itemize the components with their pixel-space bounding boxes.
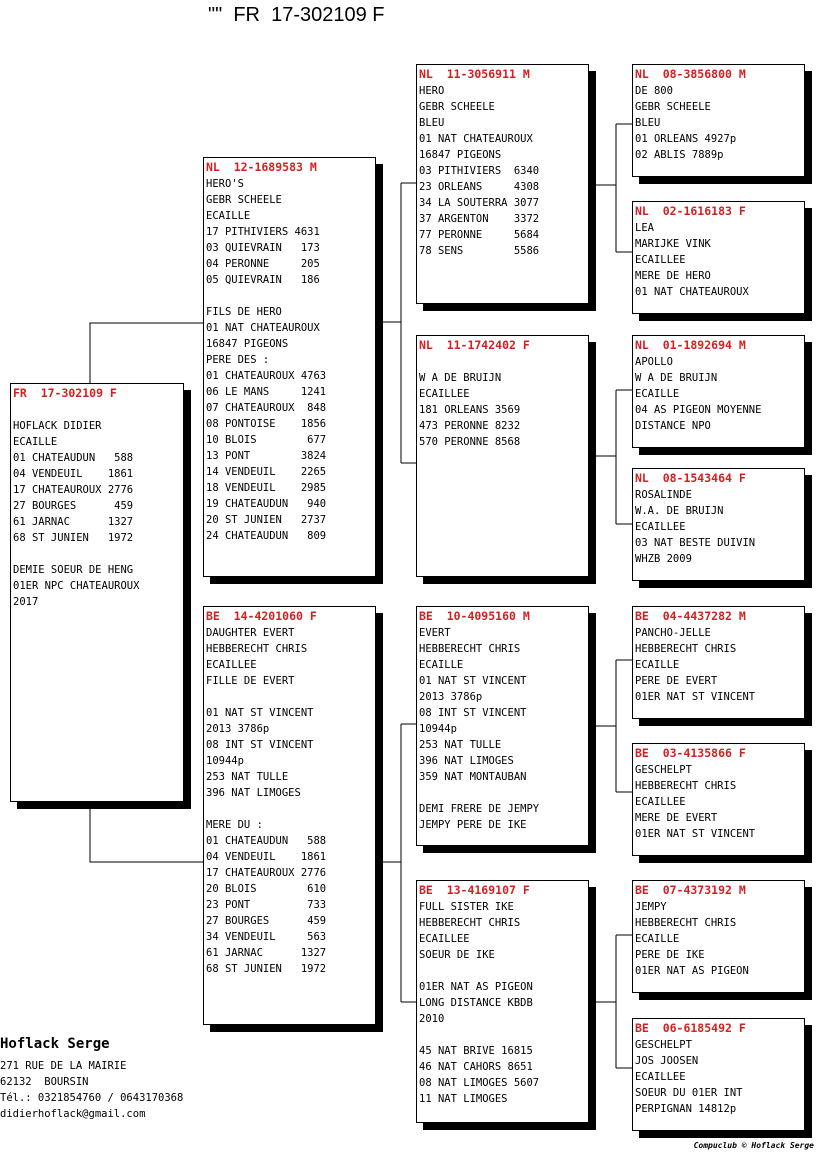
pedigree-line: 18 VENDEUIL 2985 bbox=[206, 482, 327, 494]
pedigree-lines bbox=[419, 354, 586, 450]
pedigree-line: ECAILLEE bbox=[635, 796, 686, 808]
pedigree-line: 08 NAT LIMOGES 5607 bbox=[419, 1077, 540, 1089]
pedigree-line: ECAILLEE bbox=[635, 254, 686, 266]
ring-number: NL 01-1892694 M bbox=[635, 338, 746, 352]
connector-subject-sire bbox=[90, 323, 203, 383]
pedigree-line: DISTANCE NPO bbox=[635, 420, 711, 432]
pedigree-line: HEBBERECHT CHRIS bbox=[635, 917, 737, 929]
pedigree-line: GEBR SCHEELE bbox=[635, 101, 711, 113]
pedigree-line: 11 NAT LIMOGES bbox=[419, 1093, 508, 1105]
pedigree-line: 2010 bbox=[419, 1013, 445, 1025]
pedigree-line: PERE DE EVERT bbox=[635, 675, 718, 687]
owner-phone: Tél.: 0321854760 / 0643170368 bbox=[0, 1092, 184, 1104]
great-grandparent-card bbox=[632, 743, 805, 856]
sire-dam-card bbox=[416, 335, 589, 577]
pedigree-line: PERE DES : bbox=[206, 354, 270, 366]
pedigree-line: 359 NAT MONTAUBAN bbox=[419, 771, 527, 783]
great-grandparent-card bbox=[632, 201, 805, 314]
sire-sire-card bbox=[416, 64, 589, 304]
pedigree-line: MERE DU : bbox=[206, 819, 263, 831]
great-grandparent-card bbox=[632, 1018, 805, 1131]
pedigree-line: HOFLACK DIDIER bbox=[13, 420, 102, 432]
pedigree-line: FULL SISTER IKE bbox=[419, 901, 514, 913]
pedigree-line: 68 ST JUNIEN 1972 bbox=[13, 532, 134, 544]
pedigree-lines bbox=[635, 762, 802, 842]
pedigree-line: ECAILLE bbox=[206, 210, 251, 222]
ring-number: BE 14-4201060 F bbox=[206, 609, 317, 623]
pedigree-line bbox=[206, 801, 373, 817]
pedigree-line: 01ER NAT AS PIGEON bbox=[635, 965, 749, 977]
footer-credit: Compuclub © Hoflack Serge bbox=[693, 1141, 814, 1150]
pedigree-line: 01ER NPC CHATEAUROUX bbox=[13, 580, 140, 592]
pedigree-line: 07 CHATEAUROUX 848 bbox=[206, 402, 327, 414]
pedigree-line: W.A. DE BRUIJN bbox=[635, 505, 724, 517]
pedigree-line: DEMIE SOEUR DE HENG bbox=[13, 564, 134, 576]
pedigree-line: 46 NAT CAHORS 8651 bbox=[419, 1061, 533, 1073]
pedigree-line: 01 CHATEAUROUX 4763 bbox=[206, 370, 327, 382]
pedigree-line: 45 NAT BRIVE 16815 bbox=[419, 1045, 533, 1057]
pedigree-line: ECAILLEE bbox=[635, 521, 686, 533]
pedigree-line: 19 CHATEAUDUN 940 bbox=[206, 498, 327, 510]
pedigree-line: MERE DE EVERT bbox=[635, 812, 718, 824]
owner-email[interactable]: didierhoflack@gmail.com bbox=[0, 1108, 146, 1120]
pedigree-line: 01 NAT CHATEAUROUX bbox=[419, 133, 533, 145]
pedigree-line: 34 LA SOUTERRA 3077 bbox=[419, 197, 540, 209]
ring-number: NL 08-1543464 F bbox=[635, 471, 746, 485]
great-grandparent-card bbox=[632, 606, 805, 719]
pedigree-lines bbox=[635, 83, 802, 163]
pedigree-line: 78 SENS 5586 bbox=[419, 245, 540, 257]
dam-card bbox=[203, 606, 376, 1025]
pedigree-line: 24 CHATEAUDUN 809 bbox=[206, 530, 327, 542]
great-grandparent-card bbox=[632, 880, 805, 993]
pedigree-line: 03 PITHIVIERS 6340 bbox=[419, 165, 540, 177]
owner-block bbox=[0, 1036, 183, 1122]
pedigree-line: ECAILLE bbox=[13, 436, 58, 448]
pedigree-line: MARIJKE VINK bbox=[635, 238, 711, 250]
ring-number: NL 02-1616183 F bbox=[635, 204, 746, 218]
pedigree-line: 253 NAT TULLE bbox=[206, 771, 289, 783]
pedigree-line bbox=[419, 785, 586, 801]
pedigree-line: 01 NAT CHATEAUROUX bbox=[635, 286, 749, 298]
pedigree-line: HEBBERECHT CHRIS bbox=[635, 643, 737, 655]
owner-address: 271 RUE DE LA MAIRIE bbox=[0, 1060, 127, 1072]
pedigree-line: HEBBERECHT CHRIS bbox=[419, 643, 521, 655]
pedigree-lines bbox=[419, 899, 586, 1107]
pedigree-line: 01 NAT CHATEAUROUX bbox=[206, 322, 320, 334]
pedigree-line: DEMI FRERE DE JEMPY bbox=[419, 803, 540, 815]
pedigree-line: 17 PITHIVIERS 4631 bbox=[206, 226, 320, 238]
pedigree-line: APOLLO bbox=[635, 356, 673, 368]
ring-number: BE 13-4169107 F bbox=[419, 883, 530, 897]
ring-number: BE 10-4095160 M bbox=[419, 609, 530, 623]
pedigree-line: 01 CHATEAUDUN 588 bbox=[13, 452, 134, 464]
pedigree-line: 01 NAT ST VINCENT bbox=[206, 707, 314, 719]
pedigree-lines bbox=[13, 402, 181, 610]
pedigree-line: 01 ORLEANS 4927p bbox=[635, 133, 737, 145]
pedigree-line: 34 VENDEUIL 563 bbox=[206, 931, 327, 943]
pedigree-line: HEBBERECHT CHRIS bbox=[635, 780, 737, 792]
ring-number: NL 11-1742402 F bbox=[419, 338, 530, 352]
pedigree-line: 02 ABLIS 7889p bbox=[635, 149, 724, 161]
pedigree-line: BLEU bbox=[635, 117, 661, 129]
pedigree-lines bbox=[419, 83, 586, 259]
pedigree-line: 04 VENDEUIL 1861 bbox=[13, 468, 134, 480]
pedigree-line: 77 PERONNE 5684 bbox=[419, 229, 540, 241]
ring-number: BE 06-6185492 F bbox=[635, 1021, 746, 1035]
pedigree-line: ECAILLEE bbox=[419, 388, 470, 400]
pedigree-line: 03 QUIEVRAIN 173 bbox=[206, 242, 320, 254]
ring-number: BE 07-4373192 M bbox=[635, 883, 746, 897]
pedigree-line: 10 BLOIS 677 bbox=[206, 434, 327, 446]
pedigree-line: 16847 PIGEONS bbox=[419, 149, 502, 161]
pedigree-line: HERO bbox=[419, 85, 445, 97]
pedigree-line: HERO'S bbox=[206, 178, 244, 190]
pedigree-line: 570 PERONNE 8568 bbox=[419, 436, 521, 448]
pedigree-line bbox=[206, 689, 373, 705]
great-grandparent-card bbox=[632, 335, 805, 448]
pedigree-line: 2013 3786p bbox=[419, 691, 483, 703]
pedigree-line: 14 VENDEUIL 2265 bbox=[206, 466, 327, 478]
pedigree-line: BLEU bbox=[419, 117, 445, 129]
pedigree-line: DE 800 bbox=[635, 85, 673, 97]
pedigree-line: GEBR SCHEELE bbox=[206, 194, 282, 206]
pedigree-lines bbox=[635, 1037, 802, 1117]
pedigree-line: 08 INT ST VINCENT bbox=[419, 707, 527, 719]
pedigree-line: ECAILLEE bbox=[206, 659, 257, 671]
pedigree-line: PANCHO-JELLE bbox=[635, 627, 711, 639]
pedigree-line bbox=[419, 1027, 586, 1043]
pedigree-line: ECAILLEE bbox=[635, 1071, 686, 1083]
pedigree-line: 2017 bbox=[13, 596, 39, 608]
pedigree-line: 396 NAT LIMOGES bbox=[206, 787, 301, 799]
pedigree-line: GESCHELPT bbox=[635, 1039, 692, 1051]
great-grandparent-card bbox=[632, 468, 805, 581]
pedigree-line: ROSALINDE bbox=[635, 489, 692, 501]
pedigree-line: HEBBERECHT CHRIS bbox=[206, 643, 308, 655]
pedigree-line: SOEUR DE IKE bbox=[419, 949, 495, 961]
pedigree-line: LONG DISTANCE KBDB bbox=[419, 997, 533, 1009]
pedigree-line: 61 JARNAC 1327 bbox=[206, 947, 327, 959]
pedigree-line: 10944p bbox=[206, 755, 244, 767]
ring-number: BE 03-4135866 F bbox=[635, 746, 746, 760]
pedigree-line: MERE DE HERO bbox=[635, 270, 711, 282]
pedigree-line: 04 PERONNE 205 bbox=[206, 258, 320, 270]
pedigree-line: JOS JOOSEN bbox=[635, 1055, 699, 1067]
pedigree-line: DAUGHTER EVERT bbox=[206, 627, 295, 639]
pedigree-line: 01ER NAT ST VINCENT bbox=[635, 691, 756, 703]
pedigree-line: 473 PERONNE 8232 bbox=[419, 420, 521, 432]
pedigree-line: LEA bbox=[635, 222, 654, 234]
ring-number: NL 12-1689583 M bbox=[206, 160, 317, 174]
pedigree-line: ECAILLE bbox=[635, 388, 680, 400]
pedigree-line: 06 LE MANS 1241 bbox=[206, 386, 327, 398]
pedigree-lines bbox=[635, 220, 802, 300]
pedigree-lines bbox=[635, 899, 802, 979]
pedigree-line: 396 NAT LIMOGES bbox=[419, 755, 514, 767]
dam-sire-card bbox=[416, 606, 589, 846]
pedigree-title: "" FR 17-302109 F bbox=[208, 4, 385, 26]
pedigree-line: 68 ST JUNIEN 1972 bbox=[206, 963, 327, 975]
pedigree-line: FILS DE HERO bbox=[206, 306, 282, 318]
pedigree-line: 17 CHATEAUROUX 2776 bbox=[206, 867, 327, 879]
pedigree-line: W A DE BRUIJN bbox=[419, 372, 502, 384]
ring-number: NL 11-3056911 M bbox=[419, 67, 530, 81]
ring-number: BE 04-4437282 M bbox=[635, 609, 746, 623]
pedigree-line bbox=[13, 402, 181, 418]
ring-number: NL 08-3856800 M bbox=[635, 67, 746, 81]
pedigree-line: 27 BOURGES 459 bbox=[13, 500, 134, 512]
pedigree-line: GEBR SCHEELE bbox=[419, 101, 495, 113]
pedigree-line: 04 AS PIGEON MOYENNE bbox=[635, 404, 762, 416]
great-grandparent-card bbox=[632, 64, 805, 177]
pedigree-line: 20 BLOIS 610 bbox=[206, 883, 327, 895]
pedigree-line: ECAILLE bbox=[635, 659, 680, 671]
pedigree-lines bbox=[635, 625, 802, 705]
pedigree-line: GESCHELPT bbox=[635, 764, 692, 776]
pedigree-line: 61 JARNAC 1327 bbox=[13, 516, 134, 528]
pedigree-line: HEBBERECHT CHRIS bbox=[419, 917, 521, 929]
pedigree-lines bbox=[206, 625, 373, 977]
pedigree-lines bbox=[635, 487, 802, 567]
sire-card bbox=[203, 157, 376, 577]
pedigree-line bbox=[419, 354, 586, 370]
pedigree-line: 16847 PIGEONS bbox=[206, 338, 289, 350]
pedigree-line: 05 QUIEVRAIN 186 bbox=[206, 274, 320, 286]
pedigree-line: 253 NAT TULLE bbox=[419, 739, 502, 751]
pedigree-line: ECAILLE bbox=[419, 659, 464, 671]
pedigree-line: 01 CHATEAUDUN 588 bbox=[206, 835, 327, 847]
pedigree-line: FILLE DE EVERT bbox=[206, 675, 295, 687]
pedigree-line: 181 ORLEANS 3569 bbox=[419, 404, 521, 416]
pedigree-line: 08 INT ST VINCENT bbox=[206, 739, 314, 751]
pedigree-lines bbox=[206, 176, 373, 544]
connector-subject-dam bbox=[90, 802, 203, 862]
pedigree-line: 20 ST JUNIEN 2737 bbox=[206, 514, 327, 526]
pedigree-line bbox=[13, 546, 181, 562]
pedigree-line: JEMPY PERE DE IKE bbox=[419, 819, 527, 831]
pedigree-line bbox=[206, 288, 373, 304]
pedigree-line: WHZB 2009 bbox=[635, 553, 692, 565]
pedigree-line: PERPIGNAN 14812p bbox=[635, 1103, 737, 1115]
pedigree-line: EVERT bbox=[419, 627, 451, 639]
subject-card bbox=[10, 383, 184, 802]
pedigree-line: 17 CHATEAUROUX 2776 bbox=[13, 484, 134, 496]
pedigree-line: PERE DE IKE bbox=[635, 949, 705, 961]
pedigree-line: 01ER NAT ST VINCENT bbox=[635, 828, 756, 840]
pedigree-line: W A DE BRUIJN bbox=[635, 372, 718, 384]
pedigree-line: 08 PONTOISE 1856 bbox=[206, 418, 327, 430]
pedigree-line: 01 NAT ST VINCENT bbox=[419, 675, 527, 687]
pedigree-line: JEMPY bbox=[635, 901, 667, 913]
pedigree-line: 27 BOURGES 459 bbox=[206, 915, 327, 927]
pedigree-line: 23 PONT 733 bbox=[206, 899, 327, 911]
pedigree-line: 13 PONT 3824 bbox=[206, 450, 327, 462]
pedigree-line: 10944p bbox=[419, 723, 457, 735]
owner-city: 62132 BOURSIN bbox=[0, 1076, 89, 1088]
pedigree-line: ECAILLE bbox=[635, 933, 680, 945]
pedigree-lines bbox=[635, 354, 802, 434]
pedigree-line: ECAILLEE bbox=[419, 933, 470, 945]
pedigree-line: 23 ORLEANS 4308 bbox=[419, 181, 540, 193]
pedigree-line: 03 NAT BESTE DUIVIN bbox=[635, 537, 756, 549]
pedigree-line: SOEUR DU 01ER INT bbox=[635, 1087, 743, 1099]
pedigree-line: 37 ARGENTON 3372 bbox=[419, 213, 540, 225]
ring-number: FR 17-302109 F bbox=[13, 386, 117, 400]
dam-dam-card bbox=[416, 880, 589, 1123]
pedigree-line: 04 VENDEUIL 1861 bbox=[206, 851, 327, 863]
pedigree-line: 2013 3786p bbox=[206, 723, 270, 735]
owner-name: Hoflack Serge bbox=[0, 1036, 110, 1052]
pedigree-line bbox=[419, 963, 586, 979]
pedigree-lines bbox=[419, 625, 586, 833]
pedigree-line: 01ER NAT AS PIGEON bbox=[419, 981, 533, 993]
